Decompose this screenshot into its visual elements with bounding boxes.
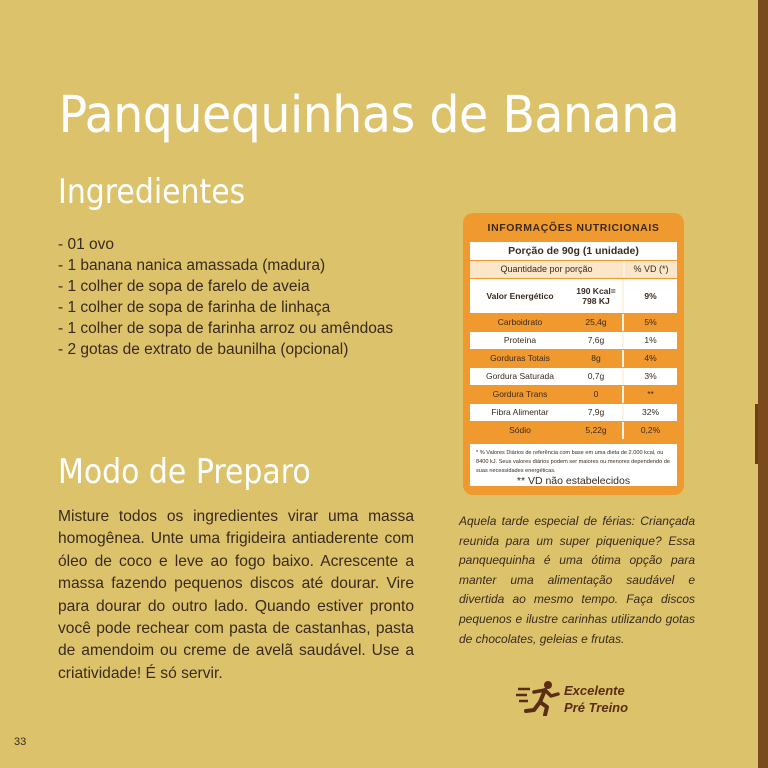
nutrient-name: Gordura Saturada <box>485 371 555 381</box>
nutrition-portion: Porção de 90g (1 unidade) <box>470 242 677 260</box>
nutrition-row <box>470 350 677 367</box>
col-amount-header: Quantidade por porção <box>500 264 593 274</box>
nutrient-name: Gorduras Totais <box>490 353 550 363</box>
nutrient-name: Fibra Alimentar <box>491 407 549 417</box>
nutrient-amount: 8g <box>591 353 601 363</box>
nutrient-name: Carboidrato <box>497 317 543 327</box>
running-person-icon <box>516 680 560 716</box>
nutrient-amount: 0 <box>593 389 599 399</box>
nutrition-row <box>470 422 677 439</box>
ingredient-item: - 1 colher de sopa de farinha arroz ou amêndoas <box>58 320 394 337</box>
ingredients-heading: Ingredientes <box>58 172 246 212</box>
nutrition-row <box>470 404 677 421</box>
nutrition-footnote: * % Valores Diários de referência com base em uma dieta de 2.000 kcal, ou 8400 kJ. Seus valores diários podem ser maiores ou menores dependendo de suas necessidades energéticas. <box>470 444 677 486</box>
nutrition-row <box>470 386 677 403</box>
nutrition-row <box>470 314 677 331</box>
nutrient-name: Sódio <box>509 425 531 435</box>
nutrition-header-row <box>470 261 677 278</box>
energy-label: Valor Energético <box>486 291 554 301</box>
nutrition-row <box>470 332 677 349</box>
nutrition-row <box>470 368 677 385</box>
nutrient-name: Gordura Trans <box>492 389 548 399</box>
nutrition-energy-row <box>470 279 677 313</box>
ingredient-item: - 2 gotas de extrato de baunilha (opcional) <box>58 341 349 358</box>
badge-line2: Pré Treino <box>564 700 629 715</box>
energy-kj: 798 KJ <box>582 296 610 306</box>
nutrient-vd: 0,2% <box>640 425 661 435</box>
nutrient-vd: 5% <box>644 317 657 327</box>
preparation-text: Misture todos os ingredientes virar uma massa homogênea. Unte uma frigideira antiaderente com óleo de coco e leve ao fogo baixo. Acrescente a massa fazendo pequenos discos até dourar. Vire para dourar do outro lado. Quando estiver pronto você pode rechear com pasta de castanhas, pasta de amendoim ou creme de avelã saudável. Use a criatividade! É só servir. <box>58 508 414 682</box>
nutrient-amount: 7,9g <box>587 407 605 417</box>
preparation-heading: Modo de Preparo <box>58 452 311 492</box>
energy-value <box>570 279 622 313</box>
nutrient-vd: 32% <box>641 407 659 417</box>
ingredients-list <box>58 234 393 360</box>
nutrition-table <box>463 213 684 495</box>
energy-kcal: 190 Kcal= <box>576 286 616 296</box>
nutrition-heading: INFORMAÇÕES NUTRICIONAIS <box>487 222 660 234</box>
nutrient-vd: 3% <box>644 371 657 381</box>
nutrient-amount: 25,4g <box>585 317 607 327</box>
page-title: Panquequinhas de Banana <box>58 86 680 146</box>
nutrient-vd: ** <box>647 389 654 399</box>
page-edge-bar <box>758 0 768 768</box>
page-number: 33 <box>14 736 27 748</box>
nutrition-footer: ** VD não estabelecidos <box>516 475 631 487</box>
badge-line1: Excelente <box>564 683 625 698</box>
nutrient-name: Proteína <box>503 335 537 345</box>
side-description: Aquela tarde especial de férias: Criançada reunida para um super piquenique? Essa panquequinha é uma ótima opção para manter uma alimentação saudável e divertida ao mesmo tempo. Faça discos pequenos e ilustre carinhas utilizando gotas de chocolates, geleias e frutas. <box>459 514 695 646</box>
ingredient-item: - 1 colher de sopa de farinha de linhaça <box>58 299 331 316</box>
ingredient-item: - 1 colher de sopa de farelo de aveia <box>58 278 310 295</box>
page-edge-marker <box>755 404 758 464</box>
ingredient-item: - 1 banana nanica amassada (madura) <box>58 257 326 274</box>
ingredient-item: - 01 ovo <box>58 236 115 253</box>
nutrient-vd: 4% <box>644 353 657 363</box>
nutrient-amount: 5,22g <box>585 425 607 435</box>
col-vd-header: % VD (*) <box>633 264 669 274</box>
nutrient-vd: 1% <box>644 335 657 345</box>
nutrient-amount: 7,6g <box>587 335 605 345</box>
energy-vd: 9% <box>644 291 657 301</box>
nutrient-amount: 0,7g <box>587 371 605 381</box>
